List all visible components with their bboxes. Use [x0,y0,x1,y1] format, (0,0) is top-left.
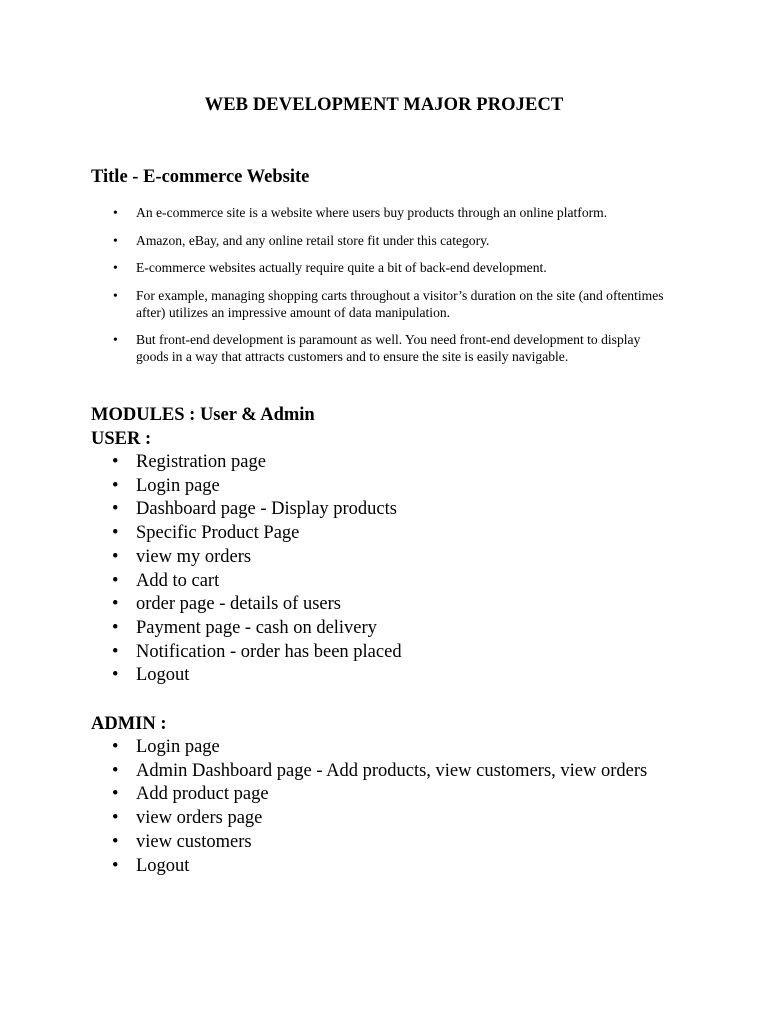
list-item [0,204,768,221]
list-item-text: Amazon, eBay, and any online retail store fit under this category. [136,232,490,248]
list-item [0,641,768,665]
list-item [0,831,768,855]
intro-bullet-list [0,204,768,376]
document-title: WEB DEVELOPMENT MAJOR PROJECT [204,95,564,115]
list-item [0,259,768,276]
list-item [0,593,768,617]
bullet-icon: • [112,452,119,472]
list-item [0,807,768,831]
bullet-icon: • [112,665,119,686]
list-item [0,783,768,807]
list-item [0,498,768,522]
list-item [0,617,768,641]
list-item-text: order page - details of users [136,594,341,615]
list-item-text: For example, managing shopping carts throughout a visitor’s duration on the site (and oftentimes after) utilizes an impressive amount of data manipulation. [136,287,664,320]
list-item-text: view my orders [136,546,252,567]
list-item-text: Login page [136,475,220,496]
bullet-icon: • [112,523,119,544]
list-item-text: view customers [136,831,252,852]
bullet-icon: • [113,205,118,220]
list-item [0,570,768,594]
list-item-text: Admin Dashboard page - Add products, view customers, view orders [136,760,648,781]
list-item [0,331,768,365]
bullet-icon: • [113,232,118,248]
list-item [0,451,768,475]
user-module-list [0,451,768,688]
list-item [0,760,768,784]
bullet-icon: • [112,855,119,876]
section-title: Title - E-commerce Website [91,167,310,187]
bullet-icon: • [113,260,118,275]
bullet-icon: • [112,546,119,567]
list-item [0,855,768,879]
list-item-text: Login page [136,737,220,757]
list-item [0,664,768,688]
bullet-icon: • [112,475,119,496]
user-heading: USER : [91,429,152,449]
list-item-text: Registration page [136,452,266,472]
list-item-text: Logout [136,855,190,876]
list-item-text: Notification - order has been placed [136,641,402,662]
bullet-icon: • [112,641,119,662]
list-item-text: Add to cart [136,570,220,591]
admin-heading: ADMIN : [91,714,167,734]
bullet-icon: • [112,784,119,805]
bullet-icon: • [112,831,119,852]
bullet-icon: • [113,287,118,303]
list-item [0,232,768,249]
bullet-icon: • [113,332,118,347]
list-item [0,522,768,546]
bullet-icon: • [112,570,119,591]
bullet-icon: • [112,617,119,638]
bullet-icon: • [112,760,119,781]
modules-heading: MODULES : User & Admin [91,405,315,425]
bullet-icon: • [112,594,119,615]
list-item-text: Add product page [136,784,269,805]
list-item-text: Specific Product Page [136,523,300,544]
list-item-text: E-commerce websites actually require quite a bit of back-end development. [136,260,547,275]
admin-module-list [0,736,768,878]
list-item-text: Dashboard page - Display products [136,499,397,520]
list-item-text: view orders page [136,808,263,829]
bullet-icon: • [112,499,119,520]
list-item-text: Logout [136,665,190,686]
list-item-text: Payment page - cash on delivery [136,617,377,638]
list-item-text: An e-commerce site is a website where users buy products through an online platform. [136,205,608,220]
list-item [0,546,768,570]
list-item-text: But front-end development is paramount as well. You need front-end development to display goods in a way that attracts customers and to ensure the site is easily navigable. [136,332,641,364]
list-item [0,736,768,760]
bullet-icon: • [112,808,119,829]
list-item [0,287,768,321]
list-item [0,475,768,499]
bullet-icon: • [112,737,119,757]
